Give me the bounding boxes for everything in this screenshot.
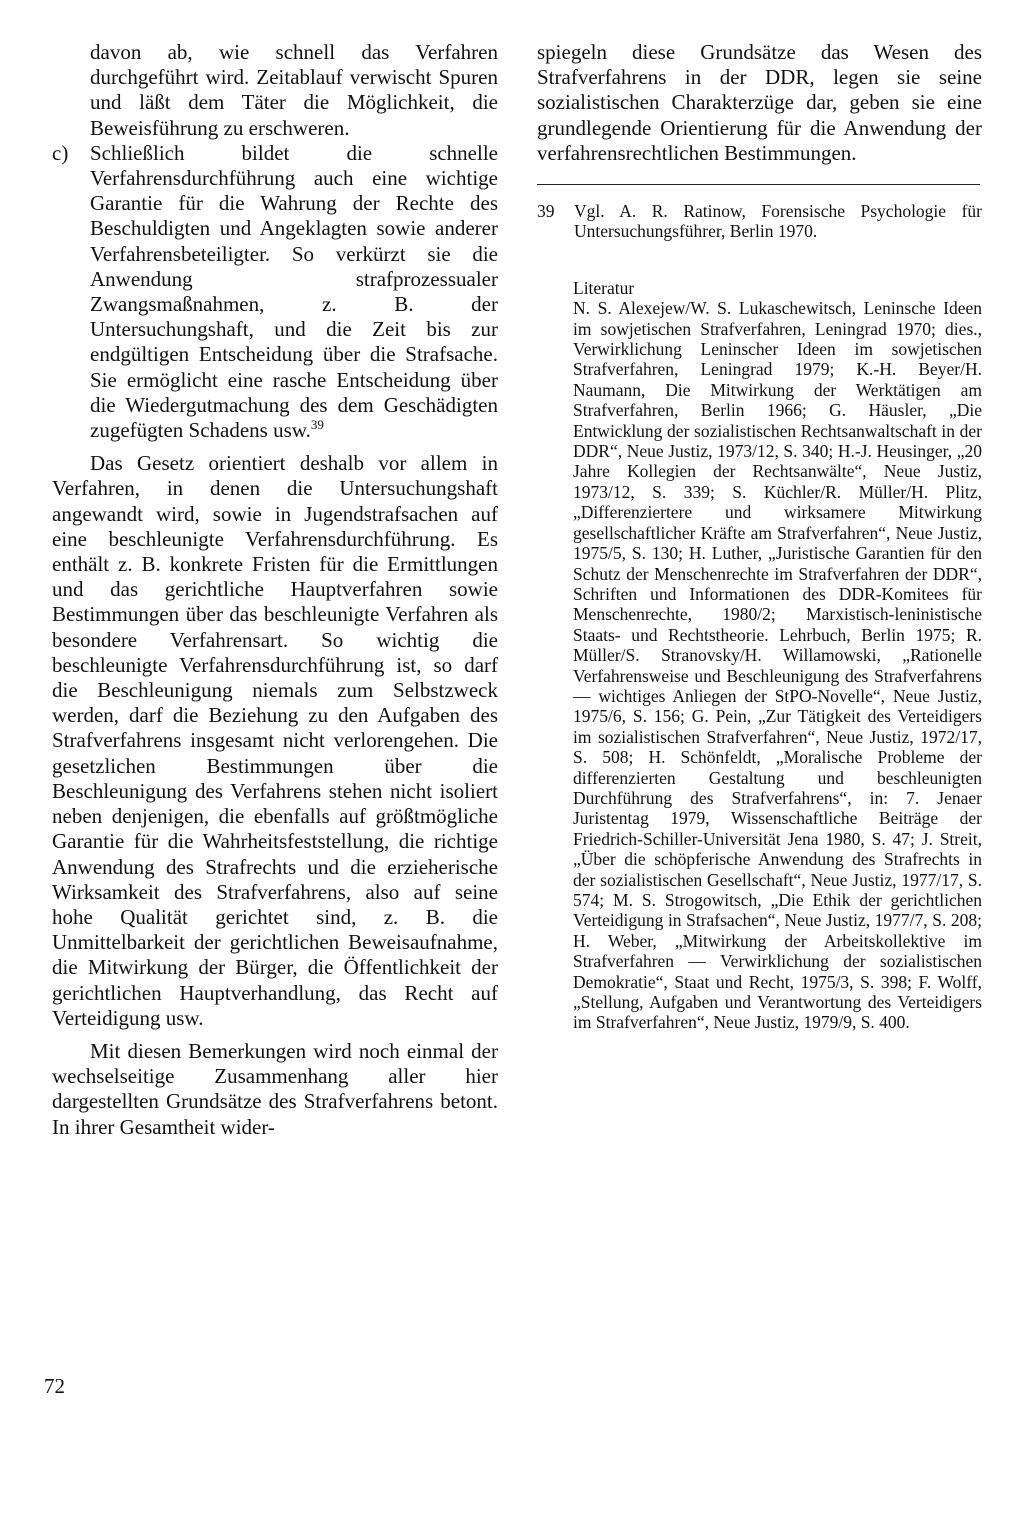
footnote-divider xyxy=(537,184,980,185)
literature-heading: Literatur xyxy=(573,277,635,298)
list-item-label: c) xyxy=(52,140,69,165)
page-number: 72 xyxy=(44,1374,65,1398)
continuation-paragraph: davon ab, wie schnell das Verfahren durchgeführt wird. Zeitablauf verwischt Spuren und läßt dem Täter die Möglichkeit, die Beweisführung zu erschweren. xyxy=(90,40,498,140)
continuation-paragraph-right: spiegeln diese Grundsätze das Wesen des Strafverfahrens in der DDR, legen sie seine sozialistischen Charakterzüge dar, geben sie eine grundlegende Orientierung für die Anwendung der verfahrensrechtlichen Bestimmungen. xyxy=(537,40,982,165)
body-paragraph-bemerkungen: Mit diesen Bemerkungen wird noch einmal der wechselseitige Zusammenhang aller hier dargestellten Grundsätze des Strafverfahrens betont. In ihrer Gesamtheit wider- xyxy=(52,1038,498,1139)
body-paragraph-gesetz: Das Gesetz orientiert deshalb vor allem in Verfahren, in denen die Untersuchungshaft angewandt wird, sowie in Jugendstrafsachen auf eine beschleunigte Verfahrensdurchführung. Es enthält z. B. konkrete Fristen für die Ermittlungen und das gerichtliche Hauptverfahren sowie Bestimmungen über das beschleunigte Verfahren als besondere Verfahrensart. So wichtig die beschleunigte Verfahrensdurchführung ist, so darf die Beschleunigung niemals zum Selbstzweck werden, darf die Beziehung zu den Aufgaben des Strafverfahrens insgesamt nicht verlorengehen. Die gesetzlichen Bestimmungen über die Beschleunigung des Verfahrens stehen nicht isoliert neben denjenigen, die ebenfalls auf größtmögliche Garantie für die Wahrheitsfeststellung, die richtige Anwendung des Strafrechts und die erzieherische Wirksamkeit des Strafverfahrens, also auf seine hohe Qualität gerichtet sind, z. B. die Unmittelbarkeit der gerichtlichen Beweisaufnahme, die Mitwirkung der Bürger, die Öffentlichkeit der gerichtlichen Hauptverhandlung, das Recht auf Verteidigung usw. xyxy=(52,451,498,1030)
footnote-number: 39 xyxy=(537,201,555,222)
list-item-c xyxy=(52,141,498,443)
right-column xyxy=(537,40,982,1033)
footnote-39 xyxy=(537,201,982,242)
literature-list: N. S. Alexejew/W. S. Lukaschewitsch, Leninsche Ideen im sowjetischen Strafverfahren, Leningrad 1970; dies., Verwirklichung Leninscher Ideen im sowjetischen Strafverfahren, Leningrad 1979; K.-H. Beyer/H. Naumann, Die Mitwirkung der Werktätigen am Strafverfahren, Berlin 1966; G. Häusler, „Die Entwicklung der sozialistischen Rechtsanwaltschaft in der DDR“, Neue Justiz, 1973/12, S. 340; H.-J. Heusinger, „20 Jahre Kollegien der Rechtsanwälte“, Neue Justiz, 1973/12, S. 339; S. Küchler/R. Müller/H. Plitz, „Differenziertere und wirksamere Mitwirkung gesellschaftlicher Kräfte am Strafverfahren“, Neue Justiz, 1975/5, S. 130; H. Luther, „Juristische Garantien für den Schutz der Menschenrechte im Strafverfahren der DDR“, Schriften und Informationen des DDR-Komitees für Menschenrechte, 1980/2; Marxistisch-leninistische Staats- und Rechtstheorie. Lehrbuch, Berlin 1975; R. Müller/S. Stranovsky/H. Willamowski, „Rationelle Verfahrensweise und Beschleunigung des Strafverfahrens — wichtiges Anliegen der StPO-Novelle“, Neue Justiz, 1975/6, S. 156; G. Pein, „Zur Tätigkeit des Verteidigers im sozialistischen Strafverfahren“, Neue Justiz, 1972/17, S. 508; H. Schönfeldt, „Moralische Probleme der differenzierten Gestaltung und beschleunigten Durchführung des Strafverfahrens“, in: 7. Jenaer Juristentag 1979, Wissenschaftliche Beiträge der Friedrich-Schiller-Universität Jena 1980, S. 47; J. Streit, „Über die schöpferische Anwendung des Strafrechts in der sozialistischen Gesellschaft“, Neue Justiz, 1977/17, S. 574; M. S. Strogowitsch, „Die Ethik der gerichtlichen Verteidigung in Strafsachen“, Neue Justiz, 1977/7, S. 208; H. Weber, „Mitwirkung der Arbeitskollektive im Strafverfahren — Verwirklichung der sozialistischen Demokratie“, Staat und Recht, 1975/3, S. 398; F. Wolff, „Stellung, Aufgaben und Verantwortung des Verteidigers im Strafverfahren“, Neue Justiz, 1979/9, S. 400. xyxy=(573,298,982,1033)
list-item-text: Schließlich bildet die schnelle Verfahrensdurchführung auch eine wichtige Garantie für die Wahrung der Rechte des Beschuldigten und Angeklagten sowie anderer Verfahrensbeteiligter. So verkürzt sie die Anwendung strafprozessualer Zwangsmaßnahmen, z. B. der Untersuchungshaft, und die Zeit bis zur endgültigen Entscheidung über die Strafsache. Sie ermöglicht eine rasche Entscheidung über die Wiedergutmachung des dem Geschädigten zugefügten Schadens usw. xyxy=(90,140,498,443)
footnote-text: Vgl. A. R. Ratinow, Forensische Psychologie für Untersuchungsführer, Berlin 1970. xyxy=(574,201,982,242)
footnote-reference[interactable]: 39 xyxy=(310,417,324,433)
left-column xyxy=(52,40,498,1140)
